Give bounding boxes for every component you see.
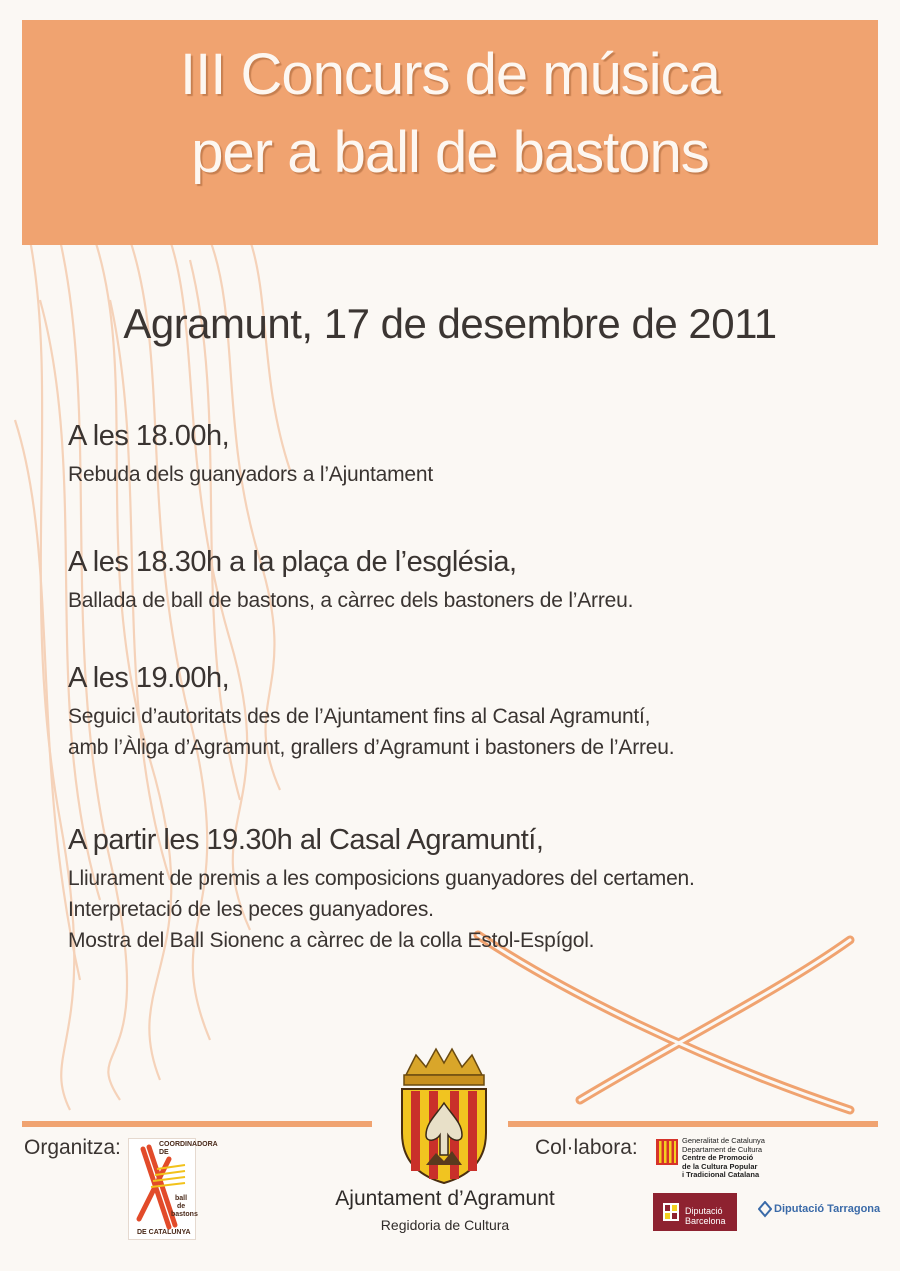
generalitat-line-2: Departament de Cultura xyxy=(682,1144,763,1154)
event-line: Lliurament de premis a les composicions guanyadores del certamen. xyxy=(68,867,695,890)
coordinadora-logo xyxy=(128,1138,218,1240)
event-line: Interpretació de les peces guanyadores. xyxy=(68,898,434,921)
event-line: amb l’Àliga d’Agramunt, grallers d’Agramunt i bastoners de l’Arreu. xyxy=(68,736,675,759)
event-heading: A les 18.30h a la plaça de l’església, xyxy=(68,546,517,578)
event-line: Rebuda dels guanyadors a l’Ajuntament xyxy=(68,463,434,486)
event-line: Ballada de ball de bastons, a càrrec dels bastoners de l’Arreu. xyxy=(68,589,634,612)
diputacio-barcelona-text: Diputació Barcelona xyxy=(685,1206,726,1226)
generalitat-emblem-icon xyxy=(656,1139,678,1165)
event-heading: A les 18.00h, xyxy=(68,420,230,452)
logo-text-de: de xyxy=(177,1203,186,1210)
logo-text-bottom: DE CATALUNYA xyxy=(137,1229,191,1236)
event-line: Mostra del Ball Sionenc a càrrec de la colla Estol-Espígol. xyxy=(68,929,595,952)
generalitat-line-4: de la Cultura Popular xyxy=(682,1161,758,1171)
logo-text-ball: ball xyxy=(175,1195,188,1202)
event-4 xyxy=(68,824,695,956)
event-heading: A les 19.00h, xyxy=(68,662,230,694)
ajuntament-block xyxy=(300,1187,590,1233)
ajuntament-sub: Regidoria de Cultura xyxy=(380,1217,510,1233)
title-line-1: III Concurs de música xyxy=(180,42,720,107)
generalitat-line-1: Generalitat de Catalunya xyxy=(682,1136,765,1145)
logo-text-bastons: bastons xyxy=(171,1211,198,1218)
title-line-2: per a ball de bastons xyxy=(191,120,709,185)
diputacio-tarragona-emblem-icon xyxy=(758,1201,772,1219)
logo-text-top: COORDINADORA DE xyxy=(159,1141,218,1156)
diputacio-barcelona-logo xyxy=(653,1193,737,1231)
ajuntament-name: Ajuntament d’Agramunt xyxy=(335,1187,555,1210)
collabora-label: Col·labora: xyxy=(535,1136,638,1159)
event-date: Agramunt, 17 de desembre de 2011 xyxy=(123,300,777,347)
event-3 xyxy=(68,662,674,763)
event-1 xyxy=(68,420,433,490)
poster-title xyxy=(0,36,900,192)
organitza-label: Organitza: xyxy=(24,1136,121,1159)
generalitat-line-3: Centre de Promoció xyxy=(682,1153,754,1162)
diputacio-barcelona-emblem-icon xyxy=(663,1203,679,1221)
diputacio-tarragona-text: Diputació Tarragona xyxy=(774,1203,881,1215)
generalitat-line-5: i Tradicional Catalana xyxy=(682,1170,760,1179)
event-2 xyxy=(68,546,633,616)
footer-divider-right xyxy=(508,1121,878,1127)
event-line: Seguici d’autoritats des de l’Ajuntament fins al Casal Agramuntí, xyxy=(68,705,651,728)
event-heading: A partir les 19.30h al Casal Agramuntí, xyxy=(68,824,544,856)
agramunt-coat-of-arms-icon xyxy=(396,1045,492,1185)
footer-divider-left xyxy=(22,1121,372,1127)
